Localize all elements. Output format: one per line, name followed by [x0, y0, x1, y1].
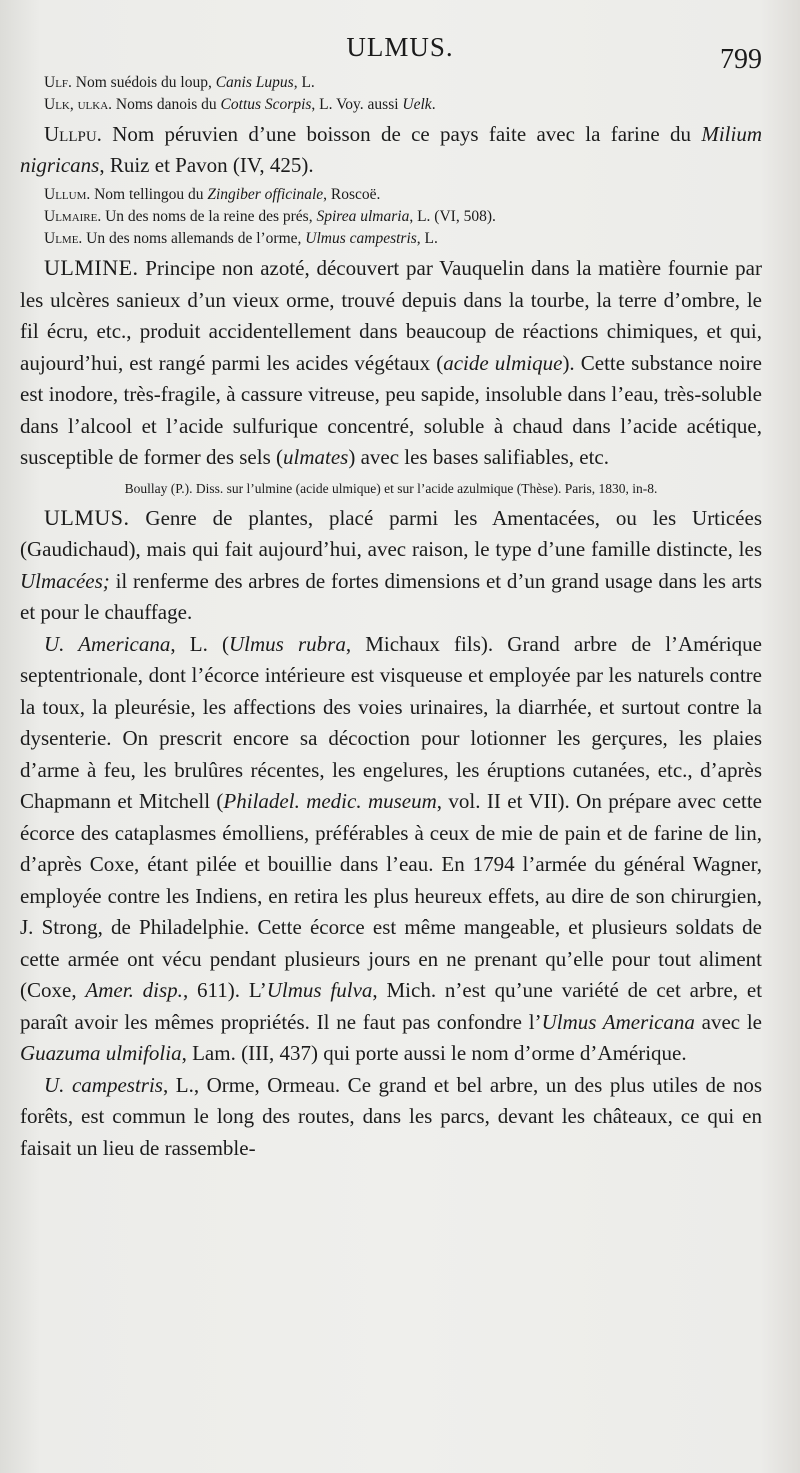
species-name: U. campestris [44, 1072, 163, 1097]
entry-ulf [20, 72, 762, 94]
entry-text: . [431, 96, 436, 113]
headword: Ulf. [44, 74, 72, 91]
entry-text: ). Cette substance noire est inodore, très-fragile, à cassure vitreuse, peu sapide, insoluble dans l’eau, très-soluble dans l’alcool et l’acide sulfurique concentré, soluble à chaud dans l’acide acétique, susceptible de former des sels ( [20, 350, 762, 469]
entry-italic: Guazuma ulmifolia [20, 1041, 182, 1065]
entry-text: , L. (VI, 508). [409, 208, 496, 225]
entry-ullpu [20, 119, 762, 181]
entry-text: il renferme des arbres de fortes dimensions et d’un grand usage dans les arts et pour le chauffage. [20, 568, 762, 624]
entry-ulmine [20, 252, 762, 474]
entry-text: avec le [694, 1009, 762, 1034]
entry-text: , L. [416, 230, 438, 247]
entry-ulme [20, 228, 762, 250]
headword: Ullpu. [44, 122, 102, 146]
entry-text: , Michaux fils). Grand arbre de l’Amérique septentrionale, dont l’écorce intérieure est visqueuse et employée par les naturels contre la toux, la pleurésie, les affections des voies urinaires, la diarrhée, et surtout contre la dysenterie. On prescrit encore sa décoction pour lotionner les gerçures, les plaies d’arme à feu, les brulûres récentes, les engelures, les éruptions cutanées, etc., d’après Chapmann et Mitchell ( [20, 631, 762, 813]
headword: ULMUS. [44, 504, 130, 530]
bibliographic-reference: Boullay (P.). Diss. sur l’ulmine (acide ulmique) et sur l’acide azulmique (Thèse). Paris, 1830, in-8. [124, 480, 658, 496]
entry-text: , Mich. n’est qu’une variété de cet arbre, et paraît avoir les mêmes propriétés. Il ne faut pas confondre l’ [20, 978, 763, 1034]
entry-italic: Ulmus Americana [541, 1009, 695, 1034]
entry-ullum [20, 184, 762, 206]
entry-ulk [20, 94, 762, 116]
entry-text: Un des noms allemands de l’orme, [82, 230, 306, 247]
entry-italic: Milium nigricans [20, 122, 762, 177]
running-title: ULMUS. [346, 32, 454, 62]
entry-ulmus [20, 502, 762, 629]
entry-text: Noms danois du [112, 96, 221, 113]
entry-text: , L. Voy. aussi [311, 96, 403, 113]
entry-italic: Spirea ulmaria [316, 208, 410, 225]
entry-italic: acide ulmique [443, 350, 563, 375]
entry-text: Nom suédois du loup, [71, 74, 216, 91]
entry-italic: Ulmus campestris [305, 230, 417, 247]
entry-italic: Cottus Scorpis [220, 96, 312, 113]
entry-italic: Uelk [402, 96, 432, 113]
entry-text: , L. ( [170, 631, 229, 656]
page-body [20, 70, 762, 1164]
headword: Ulme. [44, 230, 83, 247]
entry-text: ) avec les bases salifiables, etc. [348, 445, 609, 469]
entry-text: Nom péruvien d’une boisson de ce pays faite avec la farine du [101, 122, 702, 146]
entry-italic: Canis Lupus [215, 74, 294, 91]
page-header [0, 28, 800, 75]
headword: ULMINE. [44, 255, 139, 280]
entry-americana [20, 629, 762, 1070]
headword: Ulmaire. [44, 208, 102, 225]
entry-campestris [20, 1070, 762, 1165]
entry-italic: ulmates [283, 445, 349, 469]
entry-text: Principe non azoté, découvert par Vauquelin dans la matière fournie par les ulcères sanieux d’un vieux orme, trouvé depuis dans la tourbe, la terre d’ombre, le fil écru, etc., produit accidentellement dans beaucoup de réactions chimiques, et qui, aujourd’hui, est rangé parmi les acides végétaux ( [20, 256, 762, 375]
headword: Ullum. [44, 186, 91, 203]
entry-text: , vol. II et VII). On prépare avec cette écorce des cataplasmes émolliens, préférables à ceux de mie de pain et de farine de lin, d’après Coxe, étant pilée et bouillie dans l’eau. En 1794 l’armée du général Wagner, employée contre les Indiens, en retira les plus heureux effets, au dire de son chirurgien, J. Strong, de Philadelphie. Cette écorce est même mangeable, et plusieurs soldats de cette armée ont vécu pendant plusieurs jours en ne prenant qu’elle pour tout aliment (Coxe, [20, 789, 762, 1002]
entry-text: Genre de plantes, placé parmi les Amentacées, ou les Urticées (Gaudichaud), mais qui fait aujourd’hui, avec raison, le type d’une famille distincte, les [20, 505, 762, 561]
entry-text: Un des noms de la reine des prés, [101, 208, 317, 225]
entry-text: Nom tellingou du [90, 186, 208, 203]
species-name: U. Americana [44, 631, 171, 656]
entry-ulmaire [20, 206, 762, 228]
entry-italic: Philadel. medic. museum [223, 789, 437, 813]
entry-italic: Ulmus rubra [228, 631, 346, 656]
entry-text: , Ruiz et Pavon (IV, 425). [99, 153, 314, 177]
entry-text: , Roscoë. [323, 186, 381, 203]
entry-text: , Lam. (III, 437) qui porte aussi le nom d’orme d’Amérique. [181, 1041, 687, 1065]
entry-text: , 611). L’ [182, 978, 267, 1002]
entry-text: , L., Orme, Ormeau. Ce grand et bel arbre, un des plus utiles de nos forêts, est commun le long des routes, dans les parcs, devant les châteaux, ce qui en faisait un lieu de rassemble- [20, 1072, 762, 1160]
entry-italic: Ulmacées; [20, 568, 110, 593]
entry-italic: Ulmus fulva [266, 978, 373, 1002]
headword: Ulk, ulka. [44, 96, 113, 113]
page-number: 799 [720, 44, 762, 75]
entry-italic: Amer. disp. [85, 978, 183, 1002]
entry-italic: Zingiber officinale [207, 186, 324, 203]
entry-text: , L. [293, 74, 315, 91]
